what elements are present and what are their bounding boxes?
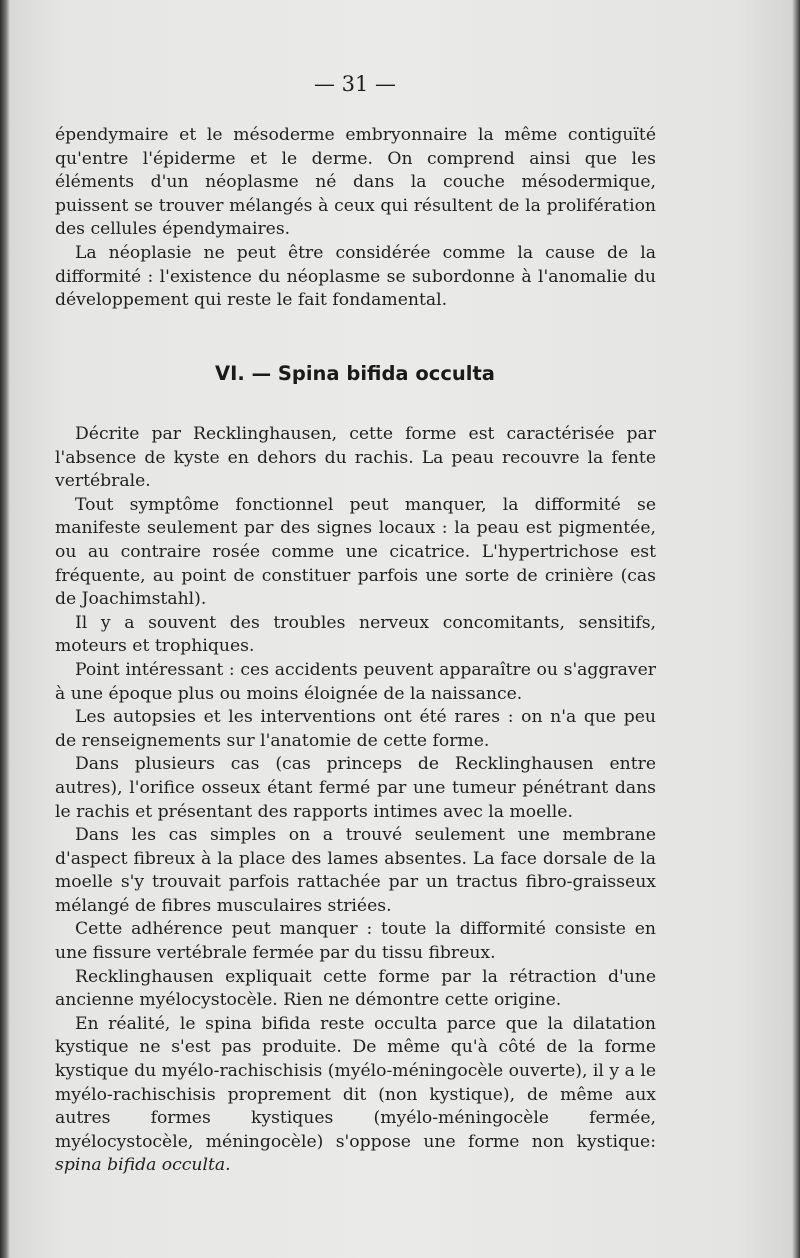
- section-paragraph-2: Tout symptôme fonctionnel peut manquer, la difformité se manifeste seulement par des signes locaux : la peau est pigmentée, ou au contraire rosée comme une cicatrice. L'hypertrichose est fréquente, au point de constituer parfois une sorte de crinière (cas de Joachimstahl).: [55, 494, 656, 610]
- final-paragraph: [55, 1013, 656, 1178]
- section-paragraph-5: Les autopsies et les interventions ont été rares : on n'a que peu de renseignements sur l'anatomie de cette forme.: [55, 707, 656, 751]
- section-paragraph-7: Dans les cas simples on a trouvé seulement une membrane d'aspect fibreux à la place des lames absentes. La face dorsale de la moelle s'y trouvait parfois rattachée par un tractus fibro-graisseux mélangé de fibres musculaires striées.: [55, 825, 656, 916]
- intro-paragraph-1: épendymaire et le mésoderme embryonnaire la même contiguïté qu'entre l'épiderme et le derme. On comprend ainsi que les éléments d'un néoplasme né dans la couche mésodermique, puissent se trouver mélangés à ceux qui résultent de la prolifération des cellules épendymaires.: [55, 125, 656, 240]
- section-paragraph-6: Dans plusieurs cas (cas princeps de Recklinghausen entre autres), l'orifice osseux étant fermé par une tumeur pénétrant dans le rachis et présentant des rapports intimes avec la moelle.: [55, 754, 656, 822]
- section-heading: VI. — Spina bifida occulta: [215, 362, 495, 385]
- intro-text: [55, 124, 656, 313]
- section-paragraph-3: Il y a souvent des troubles nerveux concomitants, sensitifs, moteurs et trophiques.: [55, 612, 656, 657]
- final-paragraph-emphasis: spina bifida occulta.: [55, 1155, 231, 1176]
- page-number: — 31 —: [313, 72, 397, 96]
- page-left-shadow: [0, 0, 10, 1258]
- intro-paragraph-2: La néoplasie ne peut être considérée comme la cause de la difformité : l'existence du néoplasme se subordonne à l'anomalie du développement qui reste le fait fondamental.: [55, 242, 656, 311]
- section-paragraph-4: Point intéressant : ces accidents peuvent apparaître ou s'aggraver à une époque plus ou moins éloignée de la naissance.: [55, 659, 656, 704]
- section-paragraph-8: Cette adhérence peut manquer : toute la difformité consiste en une fissure vertébrale fermée par du tissu fibreux.: [55, 919, 656, 964]
- section-paragraph-1: Décrite par Recklinghausen, cette forme est caractérisée par l'absence de kyste en dehors du rachis. La peau recouvre la fente vertébrale.: [55, 424, 656, 492]
- final-paragraph-text: En réalité, le spina bifida reste occulta parce que la dilatation kystique ne s'est pas produite. De même qu'à côté de la forme kystique du myélo-rachischisis (myélo-méningocèle ouverte), il y a le myélo-rachischisis proprement dit (non kystique), de même aux autres formes kystiques (myélo-méningocèle fermée, myélocystocèle, méningocèle) s'oppose une forme non kystique:: [55, 1013, 656, 1152]
- page-right-shadow: [792, 0, 800, 1258]
- section-text: [55, 423, 656, 1178]
- section-paragraph-9: Recklinghausen expliquait cette forme par la rétraction d'une ancienne myélocystocèle. Rien ne démontre cette origine.: [55, 966, 656, 1011]
